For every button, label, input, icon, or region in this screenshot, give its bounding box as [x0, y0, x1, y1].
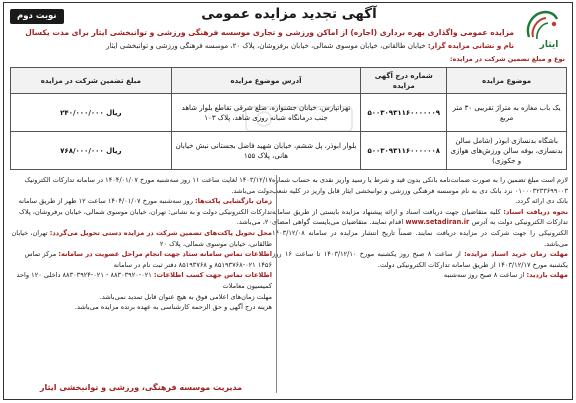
cell-subject: یک باب مغازه به متراژ تقریبی ۳۰ متر مربع	[447, 94, 567, 132]
deposit-instructions: لازم است مبلغ تضمین را به صورت ضمانت‌نامه بانکی بدون قید و شرط یا رسید واریز نقدی به حساب شماره ۰۱۰۰۰۳۲۳۳۶۹۹۰۰۳ نزد بانک دی به نام موسسه فرهنگی ورزشی و توانبخشی ایثار قابل واریز در کلیه شعب بانک دی ارائه گردد.	[272, 176, 568, 206]
notice-title: آگهی تجدید مزایده عمومی	[201, 6, 377, 22]
cell-address: بلوار ابوذر، پل ششم، خیابان شهید فاضل بجستانی نبش خیابان هانی، پلاک ۱۵۵	[171, 132, 361, 170]
docs-text: کلیه متقاضیان جهت دریافت اسناد و ارائه پیشنهاد مزایده بایستی از طریق سامانه تدارکات الکترونیکی دولت به آدرس	[272, 207, 568, 227]
col-header-address: آدرس موضوع مزایده	[171, 68, 361, 94]
logo-text: ایثار	[539, 40, 559, 50]
col-header-number: شماره درج آگهی مزایده	[361, 68, 447, 94]
round-badge: نوبت دوم	[10, 9, 64, 24]
notice-subject: مزایده عمومی واگذاری بهره برداری (اجاره) از اماکن ورزشی و تجاری موسسه فرهنگی ورزشی و توانبخشی ایثار برای مدت یکسال	[25, 28, 514, 37]
auctioneer-address	[12, 41, 514, 52]
delivery-text: تهران، خیابان طالقانی، خیابان موسوی شمالی، پلاک ۲۰	[11, 228, 272, 248]
setad-link[interactable]: www.setadiran.ir	[405, 218, 470, 227]
setad-contact-text: مرکز تماس ۱۴۵۶ ۰۲۱-۸۵۱۹۳۷۶۸ و ۸۵۱۹۳۷۶۸ دفتر ثبت نام در سامانه	[24, 250, 272, 269]
docs-heading: نحوه دریافت اسناد:	[503, 207, 568, 216]
cell-number: ۵۰۰۳۰۹۳۱۱۶۰۰۰۰۰۰۹	[361, 94, 447, 132]
col-header-deposit: مبلغ تضمین شرکت در مزایده	[11, 68, 172, 94]
col-header-subject: موضوع مزایده	[447, 68, 567, 94]
setad-contact-heading: اطلاعات تماس سامانه ستاد جهت انجام مراحل عضویت در سامانه:	[58, 250, 272, 259]
opening-text: روز سه‌شنبه مورخ ۱۴۰۴/۰۱/۰۷ ساعت ۱۲ ظهر از طریق سامانه تدارکات الکترونیکی دولت و به نشانی: تهران، خیابان موسوی شمالی، خیابان برفروشان، پلاک ۲۰، می‌باشد.	[18, 197, 272, 227]
delivery-heading: محل تحویل پاکت‌های تضمین شرکت در مزایده دستی تحویل می‌گردد:	[49, 228, 272, 237]
note-no-extension: مهلت زمان‌های اعلامی فوق به هیچ عنوان قابل تمدید نمی‌باشد.	[99, 292, 272, 301]
cell-deposit: ۲۴۰/۰۰۰/۰۰۰ ریال	[11, 94, 172, 132]
cell-subject: باشگاه بدنسازی ابوذر (شامل سالن بدنسازی، بوفه سالن ورزش‌های هوازی و جکوزی)	[447, 132, 567, 170]
deposit-heading: نوع و مبلغ تضمین شرکت در مزایده:	[449, 55, 565, 63]
purchase-deadline-heading: مهلت زمان خرید اسناد مزایده:	[464, 250, 569, 259]
table-row	[11, 94, 567, 132]
table-header-row	[11, 68, 567, 94]
signature: مدیریت موسسه فرهنگی، ورزشی و توانبخشی ایثار	[39, 383, 243, 392]
body-left-column	[10, 175, 272, 397]
note-fees: هزینه درج آگهی و حق الزحمه کارشناسی به عهده برنده مزایده می‌باشد.	[74, 303, 272, 312]
table-row	[11, 132, 567, 170]
docs-text-2: اقدام نمایند. متقاضیان می‌بایست گواهی امضای الکترونیکی را جهت شرکت در مزایده دریافت نمایند. ضمناً تاریخ انتشار مزایده در سامانه ۱۴۰۳/۱۲/۰۸ می‌باشد.	[272, 218, 568, 248]
column-divider	[276, 175, 277, 393]
visit-text: از ساعت ۸ صبح روز سه‌شنبه	[443, 271, 525, 280]
address-text: خیابان طالقانی، خیابان موسوی شمالی، خیابان برفروشان، پلاک ۲۰، موسسه فرهنگی ورزشی و توانبخشی ایثار	[106, 42, 426, 50]
cell-number: ۵۰۰۳۰۹۳۱۱۶۰۰۰۰۰۰۸	[361, 132, 447, 170]
isar-logo-icon	[521, 7, 567, 51]
body-right-column	[272, 175, 568, 397]
notice-header	[4, 3, 571, 65]
tender-notice	[3, 2, 573, 400]
visit-heading: مهلت بازدید:	[526, 271, 568, 280]
info-contact-heading: اطلاعات تماس جهت کسب اطلاعات:	[153, 271, 272, 280]
cell-deposit: ۷۶۸/۰۰۰/۰۰۰ ریال	[11, 132, 172, 170]
tender-table	[10, 67, 567, 170]
opening-heading: زمان بازگشایی پاکت‌ها:	[195, 197, 272, 206]
cell-address: تهرانپارس، خیابان جشنواره، ضلع شرقی تقاطع بلوار شاهد جنب درمانگاه شبانه روزی شاهد، پلاک ۱۰۳	[171, 94, 361, 132]
submission-deadline-text: ۱۴۰۳/۱۲/۱۷ لغایت ساعت ۱۱ روز سه‌شنبه مورخ ۱۴۰۴/۰۱/۰۷ در سامانه تدارکات الکترونیک دولت می‌باشد.	[24, 176, 272, 195]
address-label: نام و نشانی مزایده گزار:	[427, 42, 514, 50]
purchase-deadline-text: از ساعت ۸ صبح روز یکشنبه مورخ ۱۴۰۳/۱۲/۱۰ تا ساعت ۱۶ روز یکشنبه مورخ ۱۴۰۳/۱۲/۱۷ از طریق سامانه تدارکات الکترونیکی دولت.	[272, 250, 568, 269]
info-contact-text: ۰۲۱-۸۸۳۰۳۹۲۰ - ۰۲۱-۸۸۳۰۳۹۲۴ داخلی ۱۲۰ واحد کمیسیون معاملات	[16, 271, 272, 290]
